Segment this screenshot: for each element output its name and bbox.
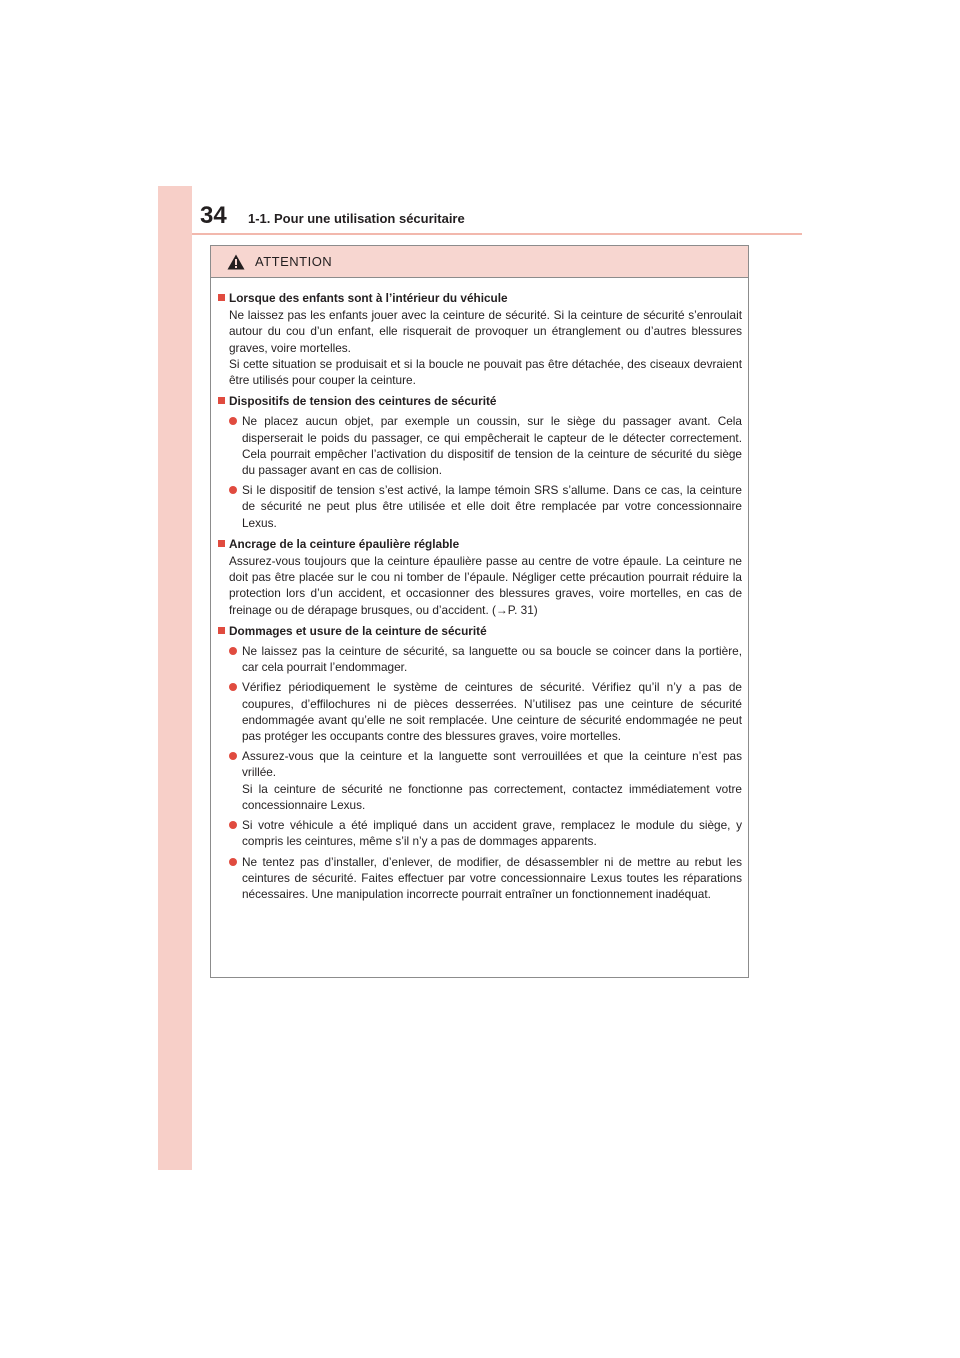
square-bullet-icon bbox=[218, 540, 225, 547]
chapter-side-tab bbox=[158, 186, 192, 1170]
section-title: 1-1. Pour une utilisation sécuritaire bbox=[248, 211, 465, 226]
list-item: Ne placez aucun objet, par exemple un coussin, sur le siège du passager avant. Cela disperserait le poids du passager, ce qui empêcherait le capteur de le détecter correctement. Cela pourrait empêcher l’activation du dispositif de tension de la ceinture de sécurité du siège du passager avant en cas de collision. bbox=[218, 413, 742, 478]
warning-box bbox=[210, 245, 749, 978]
warning-header bbox=[211, 246, 748, 278]
paragraph: Ne laissez pas les enfants jouer avec la ceinture de sécurité. Si la ceinture de sécurité s’enroulait autour du cou d’un enfant, elle risquerait de provoquer un étranglement ou d’autres blessures graves, voire mortelles. bbox=[229, 308, 742, 355]
warning-label: ATTENTION bbox=[255, 254, 333, 269]
round-bullet-icon bbox=[229, 647, 237, 655]
round-bullet-icon bbox=[229, 821, 237, 829]
square-bullet-icon bbox=[218, 294, 225, 301]
square-bullet-icon bbox=[218, 627, 225, 634]
paragraph: Assurez-vous toujours que la ceinture épaulière passe au centre de votre épaule. La ceinture ne doit pas être placée sur le cou ni tomber de l’épaule. Négliger cette précaution pourrait réduire la protection lors d’un accident, et occasionner des blessures graves, voire mortelles, en cas de freinage ou de dérapage brusques, ou d’accident. (→P. 31) bbox=[229, 554, 742, 617]
list-item: Si votre véhicule a été impliqué dans un accident grave, remplacez le module du siège, y compris les ceintures, même s’il n’y a pas de dommages apparents. bbox=[218, 817, 742, 849]
warning-triangle-icon bbox=[227, 254, 245, 270]
list-item: Ne tentez pas d’installer, d’enlever, de modifier, de désassembler ni de mettre au rebut les ceintures de sécurité. Faites effectuer par votre concessionnaire Lexus toutes les réparations nécessaires. Une manipulation incorrecte pourrait entraîner un fonctionnement inadéquat. bbox=[218, 854, 742, 903]
section-heading: Ancrage de la ceinture épaulière réglable bbox=[218, 536, 742, 552]
paragraph: Si cette situation se produisait et si la boucle ne pouvait pas être détachée, des ciseaux devraient être utilisés pour couper la ceinture. bbox=[229, 356, 742, 388]
section-heading: Dispositifs de tension des ceintures de sécurité bbox=[218, 393, 742, 409]
list-item: Si le dispositif de tension s’est activé, la lampe témoin SRS s’allume. Dans ce cas, la ceinture de sécurité ne peut plus être utilisée et elle doit être remplacée par votre concessionnaire Lexus. bbox=[218, 482, 742, 531]
round-bullet-icon bbox=[229, 417, 237, 425]
round-bullet-icon bbox=[229, 752, 237, 760]
warning-content bbox=[211, 278, 748, 902]
round-bullet-icon bbox=[229, 858, 237, 866]
list-item: Vérifiez périodiquement le système de ceintures de sécurité. Vérifiez qu’il n’y a pas de coupures, d’effilochures ni de pièces desserrées. N’utilisez pas une ceinture de sécurité endommagée avant qu’elle ne soit remplacée. Une ceinture de sécurité endommagée ne peut pas protéger les occupants contre des blessures graves, voire mortelles. bbox=[218, 679, 742, 744]
round-bullet-icon bbox=[229, 486, 237, 494]
square-bullet-icon bbox=[218, 397, 225, 404]
section-heading: Lorsque des enfants sont à l’intérieur du véhicule bbox=[218, 290, 742, 306]
round-bullet-icon bbox=[229, 683, 237, 691]
page-header bbox=[192, 200, 802, 236]
section-heading: Dommages et usure de la ceinture de sécurité bbox=[218, 623, 742, 639]
list-item: Assurez-vous que la ceinture et la languette sont verrouillées et que la ceinture n’est pas vrillée. Si la ceinture de sécurité ne fonctionne pas correctement, contactez immédiatement votre concessionnaire Lexus. bbox=[218, 748, 742, 813]
page-number: 34 bbox=[200, 202, 227, 229]
list-item: Ne laissez pas la ceinture de sécurité, sa languette ou sa boucle se coincer dans la portière, car cela pourrait l’endommager. bbox=[218, 643, 742, 675]
header-rule bbox=[192, 233, 802, 235]
